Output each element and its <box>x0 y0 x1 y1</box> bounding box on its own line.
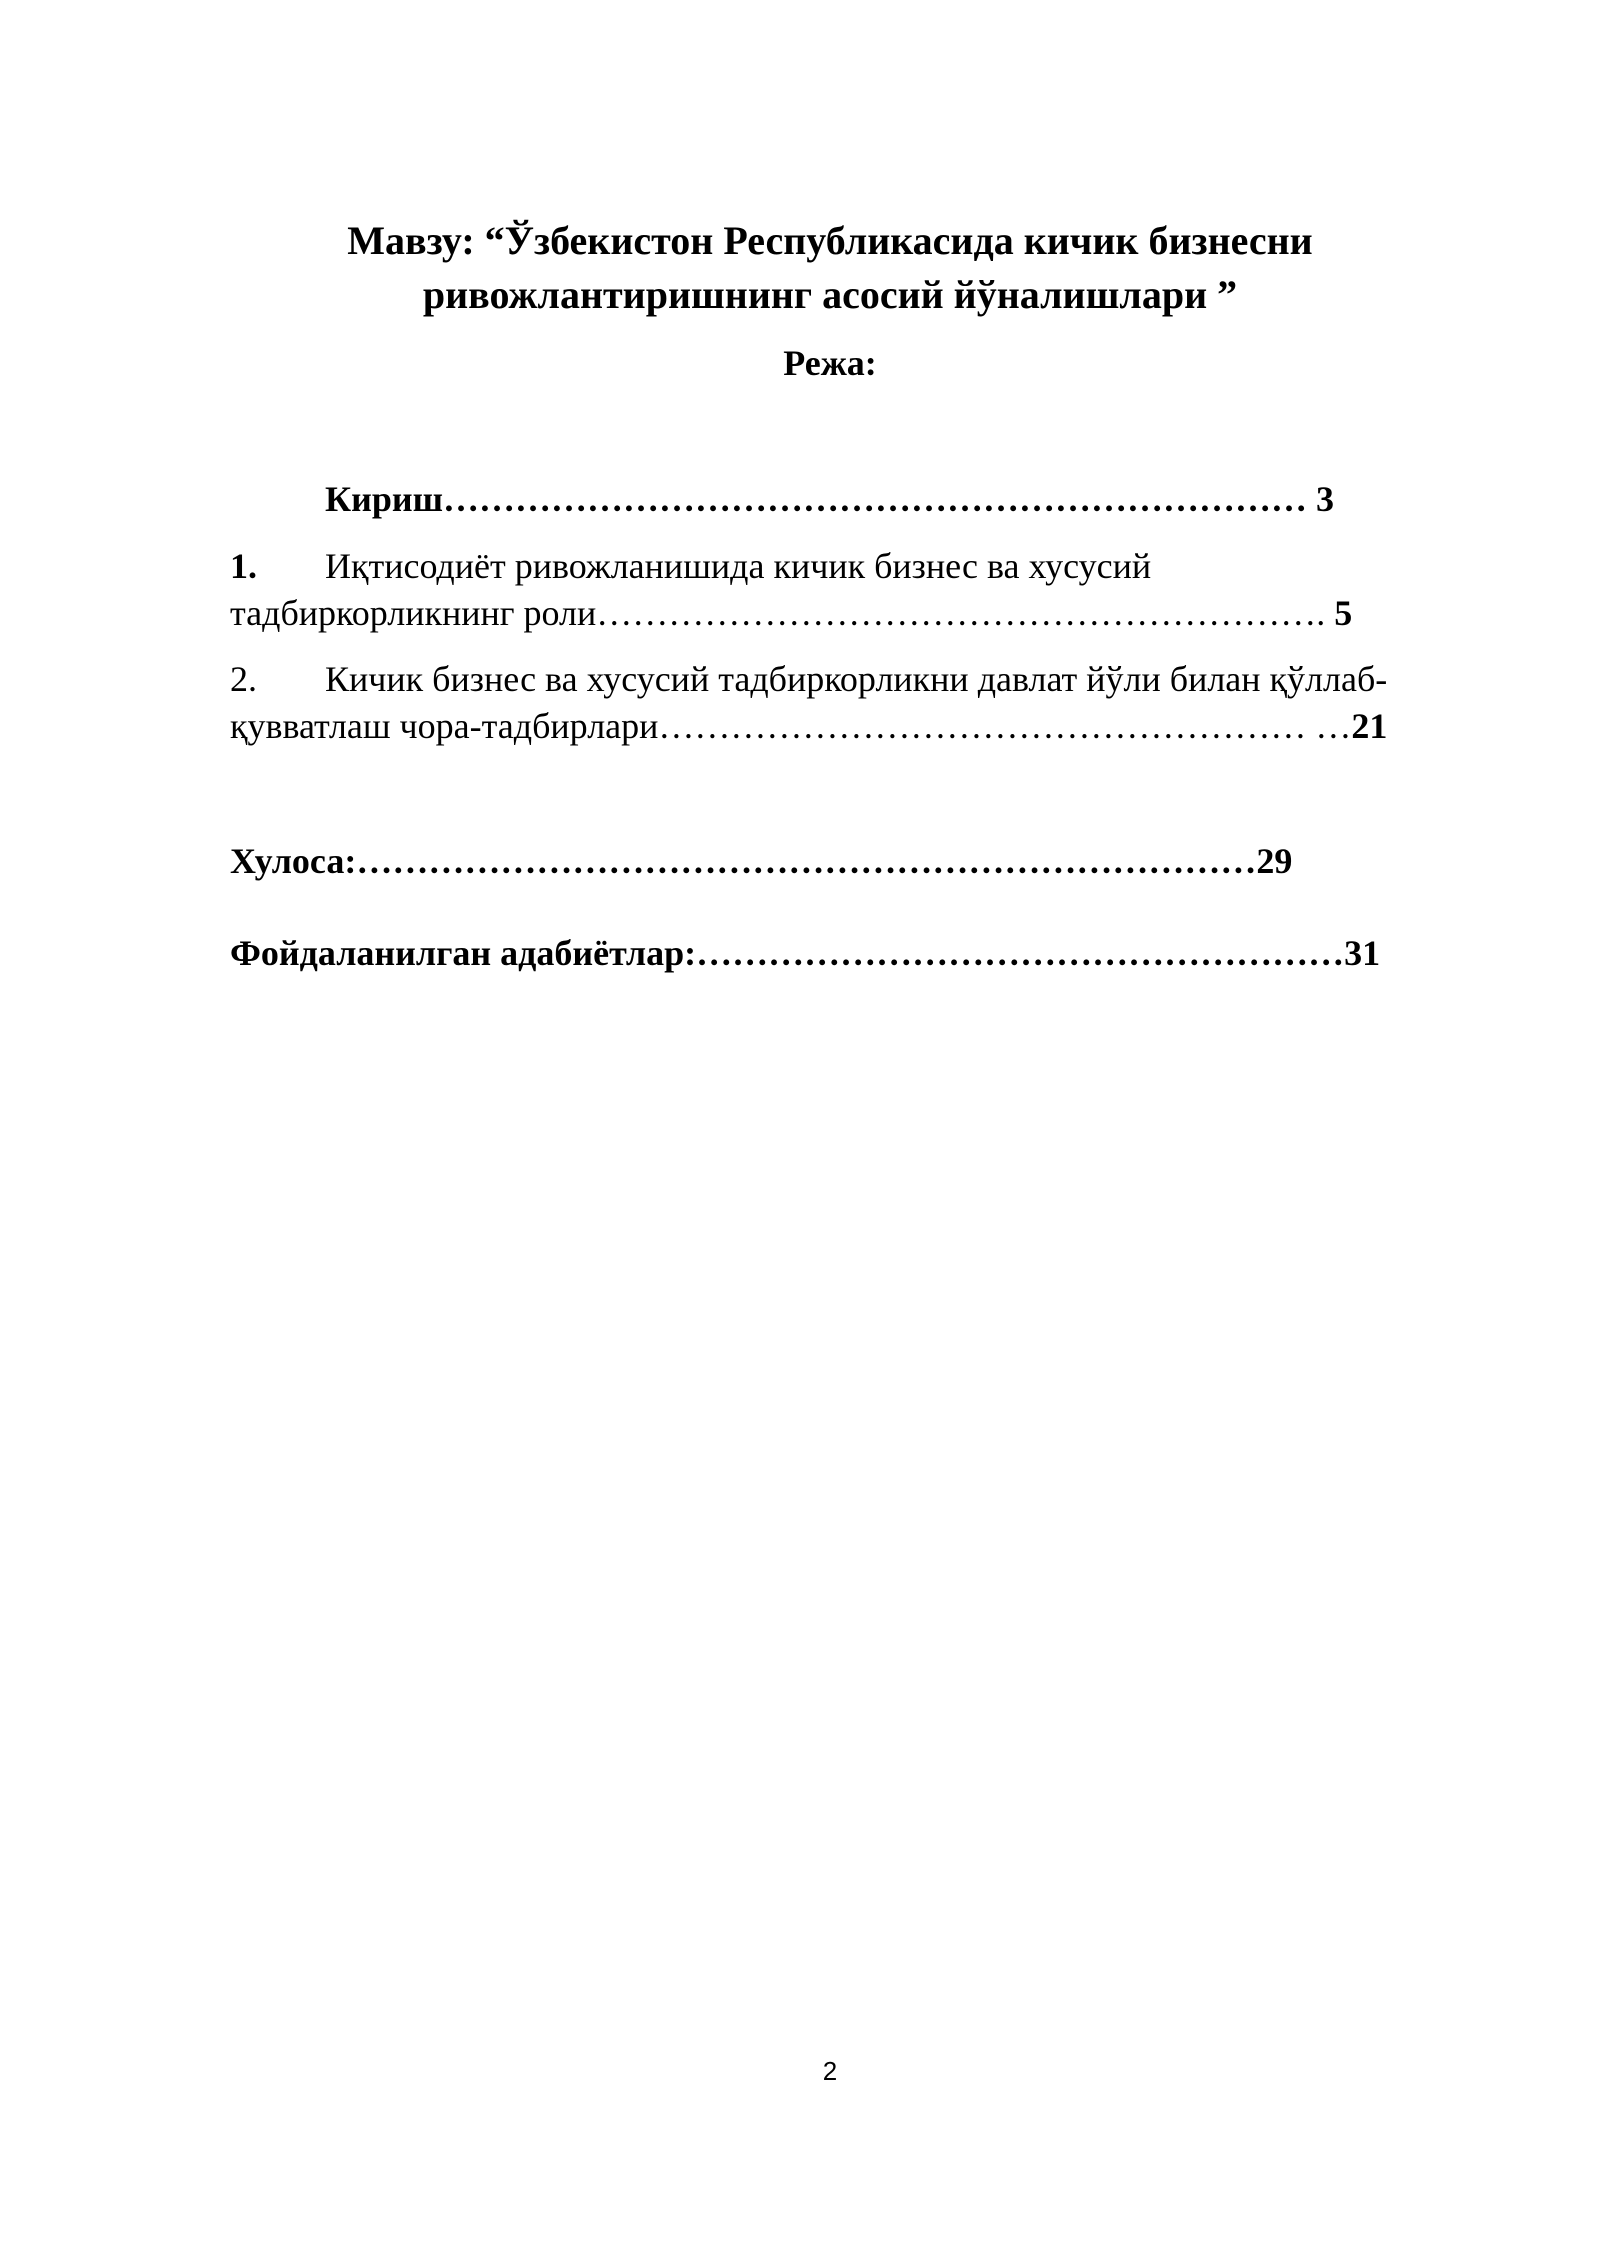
toc-entry-intro <box>325 476 1334 522</box>
toc-leader-dots: ……………………………………………………. <box>596 593 1326 633</box>
toc-leader-dots: ……………………………………………… … <box>658 706 1352 746</box>
toc-page-number: 29 <box>1256 841 1293 881</box>
document-title-line-2: ривожлантиришнинг асосий йўналишлари ” <box>422 272 1238 317</box>
toc-page-number: 5 <box>1325 593 1353 633</box>
toc-entry-number: 1. <box>230 546 257 586</box>
toc-page-number: 31 <box>1344 933 1381 973</box>
toc-leader-dots: ……………………………………………………………… <box>443 479 1308 519</box>
toc-page-number: 21 <box>1351 706 1388 746</box>
toc-entry-label: Кириш <box>325 479 444 519</box>
toc-entry-1-line-2 <box>230 590 1352 636</box>
plan-heading: Режа: <box>783 343 877 383</box>
toc-entry-conclusion <box>230 838 1292 884</box>
toc-entry-text: тадбиркорликнинг роли <box>230 593 597 633</box>
toc-entry-references <box>230 930 1380 976</box>
page-number: 2 <box>822 2056 838 2086</box>
toc-entry-text: Иқтисодиёт ривожланишида кичик бизнес ва хусусий <box>325 546 1152 586</box>
toc-entry-number: 2. <box>230 659 257 699</box>
toc-entry-2-line-2 <box>230 703 1387 749</box>
toc-entry-text: Кичик бизнес ва хусусий тадбиркорликни давлат йўли билан қўллаб- <box>325 659 1388 699</box>
toc-page-number: 3 <box>1307 479 1335 519</box>
toc-entry-label: Фойдаланилган адабиётлар: <box>230 933 697 973</box>
toc-entry-1-line-1 <box>230 543 1151 589</box>
toc-leader-dots: ……………………………………………… <box>696 933 1345 973</box>
document-title-line-1: Мавзу: “Ўзбекистон Республикасида кичик бизнесни <box>347 218 1313 263</box>
toc-entry-label: Хулоса: <box>230 841 357 881</box>
toc-entry-2-line-1 <box>230 656 1387 702</box>
toc-leader-dots: ………………………………………………………………… <box>356 841 1257 881</box>
toc-entry-text: қувватлаш чора-тадбирлари <box>230 706 659 746</box>
